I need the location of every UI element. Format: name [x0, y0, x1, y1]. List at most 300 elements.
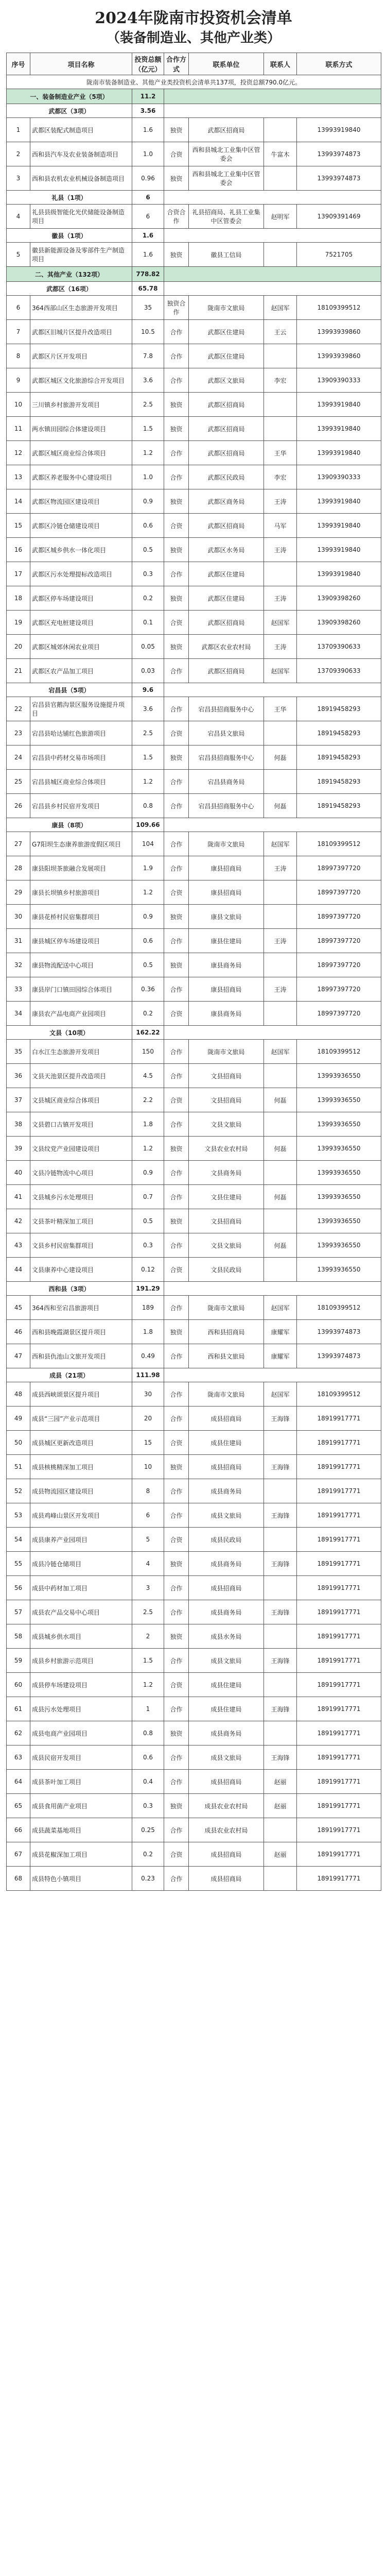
contact-unit: 成县商务局	[189, 1600, 264, 1624]
contact-person: 王华	[264, 697, 297, 721]
investment-table	[6, 53, 381, 1891]
row-index: 29	[7, 880, 30, 905]
contact-phone: 13993919840	[297, 562, 381, 586]
table-row	[7, 1088, 381, 1112]
contact-phone: 13993939860	[297, 344, 381, 368]
contact-phone: 18919917771	[297, 1867, 381, 1891]
contact-unit: 武都区住建局	[189, 320, 264, 344]
contact-phone: 18997397720	[297, 880, 381, 905]
row-index: 32	[7, 953, 30, 977]
contact-person: 李宏	[264, 368, 297, 393]
row-index: 53	[7, 1503, 30, 1528]
contact-phone: 13993939860	[297, 320, 381, 344]
table-row	[7, 1209, 381, 1233]
contact-phone: 18997397720	[297, 953, 381, 977]
row-index: 17	[7, 562, 30, 586]
total-investment: 1.2	[132, 441, 164, 465]
contact-phone: 18919917771	[297, 1745, 381, 1770]
contact-person: 王海锋	[264, 1745, 297, 1770]
total-investment: 2.5	[132, 721, 164, 745]
contact-person: 马军	[264, 514, 297, 538]
project-name: 宕昌县乡村民宿开发项目	[30, 794, 132, 818]
project-name: G7阳坝生态康养旅游度假区项目	[30, 832, 132, 856]
county-amount: 65.78	[132, 282, 164, 296]
row-index: 27	[7, 832, 30, 856]
total-investment: 8	[132, 1479, 164, 1503]
table-row	[7, 745, 381, 770]
header-contact-info: 联系方式	[297, 53, 381, 75]
row-index: 31	[7, 929, 30, 953]
total-investment: 0.5	[132, 538, 164, 562]
total-investment: 0.6	[132, 514, 164, 538]
cooperation-mode: 合资	[164, 721, 189, 745]
county-subtotal-row	[7, 1026, 381, 1040]
county-subtotal-row	[7, 1368, 381, 1382]
total-investment: 0.23	[132, 1867, 164, 1891]
contact-person	[264, 880, 297, 905]
contact-phone: 13993936550	[297, 1161, 381, 1185]
table-row	[7, 794, 381, 818]
contact-unit: 成县招商局	[189, 1576, 264, 1600]
table-row	[7, 296, 381, 320]
contact-phone: 18109399512	[297, 832, 381, 856]
cooperation-mode: 合资	[164, 1431, 189, 1455]
total-investment: 1.2	[132, 880, 164, 905]
table-row	[7, 1576, 381, 1600]
contact-unit: 成县招商局	[189, 1455, 264, 1479]
contact-phone: 13993919840	[297, 538, 381, 562]
contact-unit: 武都区住建局	[189, 344, 264, 368]
contact-unit: 成县商务局	[189, 1552, 264, 1576]
row-index: 20	[7, 635, 30, 659]
table-row	[7, 1867, 381, 1891]
contact-unit: 武都区招商局	[189, 441, 264, 465]
header-index: 序号	[7, 53, 30, 75]
contact-phone: 18919917771	[297, 1721, 381, 1745]
contact-phone: 13993919840	[297, 393, 381, 417]
table-row	[7, 514, 381, 538]
section-amount: 778.82	[132, 267, 164, 282]
total-investment: 5	[132, 1528, 164, 1552]
total-investment: 7.8	[132, 344, 164, 368]
contact-person: 王涛	[264, 489, 297, 514]
contact-person	[264, 166, 297, 191]
contact-unit: 西和县城北工业集中区管委会	[189, 166, 264, 191]
table-row	[7, 1600, 381, 1624]
contact-unit: 成县农业农村局	[189, 1818, 264, 1842]
header-contact-person: 联系人	[264, 53, 297, 75]
contact-unit: 西和县城北工业集中区管委会	[189, 142, 264, 166]
contact-person: 赵国军	[264, 832, 297, 856]
row-index: 24	[7, 745, 30, 770]
project-name: 西和县晚霞湖景区提升项目	[30, 1320, 132, 1344]
project-name: 武都区物流园区建设项目	[30, 489, 132, 514]
cooperation-mode: 合作	[164, 832, 189, 856]
contact-person	[264, 1673, 297, 1697]
row-index: 59	[7, 1649, 30, 1673]
header-total-investment: 投资总额（亿元）	[132, 53, 164, 75]
contact-phone: 13993936550	[297, 1258, 381, 1282]
table-row	[7, 1770, 381, 1794]
contact-unit: 武都区文旅局	[189, 368, 264, 393]
table-row	[7, 1503, 381, 1528]
cooperation-mode: 合作	[164, 465, 189, 489]
county-filler	[164, 104, 381, 118]
contact-unit: 康县住建局	[189, 929, 264, 953]
contact-unit: 武都区招商局	[189, 417, 264, 441]
row-index: 16	[7, 538, 30, 562]
cooperation-mode: 独资	[164, 538, 189, 562]
cooperation-mode: 独资	[164, 1455, 189, 1479]
contact-unit: 康县招商局	[189, 856, 264, 880]
county-subtotal-row	[7, 683, 381, 697]
contact-unit: 成县文旅局	[189, 1649, 264, 1673]
row-index: 11	[7, 417, 30, 441]
table-row	[7, 611, 381, 635]
row-index: 63	[7, 1745, 30, 1770]
project-name: 成县中药材加工项目	[30, 1576, 132, 1600]
contact-unit: 康县招商局	[189, 977, 264, 1002]
project-name: 康县城区停车场建设项目	[30, 929, 132, 953]
cooperation-mode: 合资合作	[164, 205, 189, 229]
project-name: 武都区装配式制造项目	[30, 118, 132, 142]
contact-phone: 18919917771	[297, 1552, 381, 1576]
contact-unit: 武都区招商局	[189, 611, 264, 635]
table-row	[7, 1296, 381, 1320]
section-amount: 11.2	[132, 89, 164, 104]
contact-phone: 18919917771	[297, 1576, 381, 1600]
table-row	[7, 368, 381, 393]
row-index: 55	[7, 1552, 30, 1576]
project-name: 西和县农机农业机械设备制造项目	[30, 166, 132, 191]
cooperation-mode: 合作	[164, 856, 189, 880]
section-label: 一、装备制造业产业（5项）	[7, 89, 132, 104]
county-filler	[164, 818, 381, 832]
contact-unit: 武都区住建局	[189, 562, 264, 586]
cooperation-mode: 合作	[164, 562, 189, 586]
contact-phone: 13993919840	[297, 417, 381, 441]
contact-unit: 宕昌县文旅局	[189, 721, 264, 745]
contact-person	[264, 1624, 297, 1649]
total-investment: 0.49	[132, 1344, 164, 1368]
cooperation-mode: 独资	[164, 1624, 189, 1649]
total-investment: 0.1	[132, 611, 164, 635]
project-name: 康县岸门口镇田园综合体项目	[30, 977, 132, 1002]
contact-person	[264, 721, 297, 745]
contact-unit: 武都区招商局	[189, 514, 264, 538]
contact-unit: 康县招商局	[189, 880, 264, 905]
project-name: 西和县仇池山文旅开发项目	[30, 1344, 132, 1368]
cooperation-mode: 合资	[164, 1528, 189, 1552]
contact-phone: 18919458293	[297, 794, 381, 818]
table-row	[7, 1344, 381, 1368]
section-filler	[164, 267, 381, 282]
contact-person: 王海锋	[264, 1649, 297, 1673]
county-label: 成县（21项）	[7, 1368, 132, 1382]
table-row	[7, 489, 381, 514]
contact-phone: 13993919840	[297, 118, 381, 142]
table-row	[7, 586, 381, 611]
project-name: 成县电商产业园项目	[30, 1721, 132, 1745]
cooperation-mode: 合作	[164, 770, 189, 794]
row-index: 8	[7, 344, 30, 368]
contact-person: 康耀军	[264, 1344, 297, 1368]
contact-phone: 18997397720	[297, 977, 381, 1002]
contact-person: 赵国军	[264, 1040, 297, 1064]
project-name: 礼县县级智能化光伏储能设备制造项目	[30, 205, 132, 229]
table-row	[7, 1624, 381, 1649]
contact-phone: 13993974873	[297, 1344, 381, 1368]
contact-person: 王海锋	[264, 1552, 297, 1576]
contact-person: 李宏	[264, 465, 297, 489]
contact-phone: 18919917771	[297, 1818, 381, 1842]
contact-phone: 13909398260	[297, 586, 381, 611]
contact-unit: 武都区商务局	[189, 489, 264, 514]
row-index: 68	[7, 1867, 30, 1891]
row-index: 57	[7, 1600, 30, 1624]
contact-unit: 成县民政局	[189, 1528, 264, 1552]
contact-phone: 18109399512	[297, 1040, 381, 1064]
table-row	[7, 1112, 381, 1137]
row-index: 2	[7, 142, 30, 166]
county-amount: 9.6	[132, 683, 164, 697]
table-row	[7, 320, 381, 344]
cooperation-mode: 独资	[164, 745, 189, 770]
total-investment: 0.2	[132, 586, 164, 611]
row-index: 28	[7, 856, 30, 880]
cooperation-mode: 合作	[164, 1770, 189, 1794]
table-row	[7, 1137, 381, 1161]
row-index: 18	[7, 586, 30, 611]
project-name: 成县特色小镇项目	[30, 1867, 132, 1891]
contact-person	[264, 770, 297, 794]
cooperation-mode: 独资合作	[164, 296, 189, 320]
total-investment: 1.0	[132, 465, 164, 489]
table-body	[7, 75, 381, 1891]
total-investment: 0.8	[132, 1721, 164, 1745]
project-name: 宕昌县中药材交易市场项目	[30, 745, 132, 770]
county-subtotal-row	[7, 282, 381, 296]
contact-person: 何磊	[264, 1137, 297, 1161]
total-investment: 10	[132, 1455, 164, 1479]
row-index: 21	[7, 659, 30, 683]
county-amount: 3.56	[132, 104, 164, 118]
project-name: 成县核桃精深加工项目	[30, 1455, 132, 1479]
total-investment: 15	[132, 1431, 164, 1455]
contact-person: 王涛	[264, 586, 297, 611]
cooperation-mode: 合作	[164, 929, 189, 953]
table-row	[7, 832, 381, 856]
contact-person	[264, 1002, 297, 1026]
cooperation-mode: 合作	[164, 368, 189, 393]
total-investment: 0.12	[132, 1258, 164, 1282]
county-amount: 6	[132, 191, 164, 205]
header-contact-unit: 联系单位	[189, 53, 264, 75]
contact-person	[264, 393, 297, 417]
table-row	[7, 118, 381, 142]
row-index: 19	[7, 611, 30, 635]
total-investment: 0.25	[132, 1818, 164, 1842]
total-investment: 6	[132, 1503, 164, 1528]
total-investment: 150	[132, 1040, 164, 1064]
row-index: 13	[7, 465, 30, 489]
row-index: 45	[7, 1296, 30, 1320]
cooperation-mode: 合作	[164, 1233, 189, 1258]
cooperation-mode: 独资	[164, 1209, 189, 1233]
county-label: 文县（10项）	[7, 1026, 132, 1040]
cooperation-mode: 合作	[164, 1867, 189, 1891]
contact-phone: 18919917771	[297, 1649, 381, 1673]
section-label: 二、其他产业（132项）	[7, 267, 132, 282]
contact-unit: 武都区农业农村局	[189, 635, 264, 659]
contact-unit: 文县文旅局	[189, 1112, 264, 1137]
table-row	[7, 562, 381, 586]
county-amount: 1.6	[132, 229, 164, 243]
total-investment: 1.0	[132, 142, 164, 166]
row-index: 48	[7, 1382, 30, 1406]
contact-phone: 13993936550	[297, 1064, 381, 1088]
cooperation-mode: 独资	[164, 1794, 189, 1818]
table-row	[7, 1745, 381, 1770]
county-filler	[164, 1368, 381, 1382]
row-index: 26	[7, 794, 30, 818]
cooperation-mode: 独资	[164, 905, 189, 929]
contact-person	[264, 1576, 297, 1600]
contact-unit: 成县住建局	[189, 1431, 264, 1455]
contact-person: 赵国军	[264, 296, 297, 320]
row-index: 52	[7, 1479, 30, 1503]
cooperation-mode: 独资	[164, 118, 189, 142]
contact-person	[264, 1867, 297, 1891]
contact-unit: 康县商务局	[189, 953, 264, 977]
table-row	[7, 393, 381, 417]
contact-person: 赵国军	[264, 1296, 297, 1320]
row-index: 34	[7, 1002, 30, 1026]
project-name: 文县碧口古镇开发项目	[30, 1112, 132, 1137]
table-row	[7, 929, 381, 953]
contact-phone: 18919458293	[297, 745, 381, 770]
table-row	[7, 635, 381, 659]
project-name: 成县西峡颂景区提升项目	[30, 1382, 132, 1406]
table-row	[7, 1818, 381, 1842]
cooperation-mode: 合资	[164, 514, 189, 538]
cooperation-mode: 独资	[164, 243, 189, 267]
contact-person: 王涛	[264, 538, 297, 562]
table-row	[7, 880, 381, 905]
contact-unit: 武都区招商局	[189, 393, 264, 417]
total-investment: 0.3	[132, 1233, 164, 1258]
cooperation-mode: 合资	[164, 142, 189, 166]
row-index: 65	[7, 1794, 30, 1818]
county-amount: 191.29	[132, 1282, 164, 1296]
county-label: 礼县（1项）	[7, 191, 132, 205]
total-investment: 0.3	[132, 1794, 164, 1818]
table-row	[7, 1161, 381, 1185]
cooperation-mode: 合作	[164, 1161, 189, 1185]
total-investment: 3.6	[132, 368, 164, 393]
total-investment: 0.96	[132, 166, 164, 191]
row-index: 38	[7, 1112, 30, 1137]
table-row	[7, 977, 381, 1002]
cooperation-mode: 独资	[164, 586, 189, 611]
project-name: 文县纹党产业园建设项目	[30, 1137, 132, 1161]
project-name: 成县蔬菜基地项目	[30, 1818, 132, 1842]
cooperation-mode: 独资	[164, 953, 189, 977]
contact-person: 王海锋	[264, 1406, 297, 1431]
contact-unit: 成县水务局	[189, 1624, 264, 1649]
contact-phone: 13909390333	[297, 368, 381, 393]
header-project-name: 项目名称	[30, 53, 132, 75]
total-investment: 20	[132, 1406, 164, 1431]
county-subtotal-row	[7, 818, 381, 832]
project-name: 康县花桥村民宿集群项目	[30, 905, 132, 929]
cooperation-mode: 合资	[164, 611, 189, 635]
table-row	[7, 344, 381, 368]
contact-person	[264, 1431, 297, 1455]
project-name: 武都区城区商业综合体项目	[30, 441, 132, 465]
contact-person	[264, 1064, 297, 1088]
contact-person: 赵国军	[264, 659, 297, 683]
total-investment: 0.2	[132, 1842, 164, 1867]
table-row	[7, 1431, 381, 1455]
cooperation-mode: 合作	[164, 1064, 189, 1088]
cooperation-mode: 合作	[164, 1600, 189, 1624]
contact-unit: 陇南市文旅局	[189, 1296, 264, 1320]
cooperation-mode: 合作	[164, 1503, 189, 1528]
table-row	[7, 1185, 381, 1209]
contact-unit: 成县文旅局	[189, 1503, 264, 1528]
contact-unit: 文县住建局	[189, 1185, 264, 1209]
county-label: 武都区（16项）	[7, 282, 132, 296]
row-index: 54	[7, 1528, 30, 1552]
contact-phone: 18919917771	[297, 1528, 381, 1552]
total-investment: 0.5	[132, 1209, 164, 1233]
project-name: 武都区片区开发项目	[30, 344, 132, 368]
contact-person: 何磊	[264, 1185, 297, 1209]
table-row	[7, 1406, 381, 1431]
contact-person: 王云	[264, 320, 297, 344]
project-name: 武都区养老服务中心建设项目	[30, 465, 132, 489]
contact-person: 康耀军	[264, 1320, 297, 1344]
row-index: 7	[7, 320, 30, 344]
contact-phone: 18919917771	[297, 1697, 381, 1721]
contact-unit: 康县文旅局	[189, 905, 264, 929]
cooperation-mode: 合资	[164, 1842, 189, 1867]
contact-person: 王海锋	[264, 1455, 297, 1479]
project-name: 文县乡村民宿集群项目	[30, 1233, 132, 1258]
project-name: 徽县新能源设备及零部件生产制造项目	[30, 243, 132, 267]
contact-unit: 文县文旅局	[189, 1233, 264, 1258]
table-row	[7, 905, 381, 929]
project-name: 成县物流园区建设项目	[30, 1479, 132, 1503]
row-index: 42	[7, 1209, 30, 1233]
county-amount: 162.22	[132, 1026, 164, 1040]
row-index: 67	[7, 1842, 30, 1867]
table-row	[7, 538, 381, 562]
project-name: 武都区停车场建设项目	[30, 586, 132, 611]
contact-phone: 13993936550	[297, 1112, 381, 1137]
contact-unit: 成县住建局	[189, 1697, 264, 1721]
cooperation-mode: 合资	[164, 1002, 189, 1026]
row-index: 35	[7, 1040, 30, 1064]
contact-phone: 18919917771	[297, 1600, 381, 1624]
project-name: 武都区旧城片区提升改造项目	[30, 320, 132, 344]
row-index: 23	[7, 721, 30, 745]
row-index: 64	[7, 1770, 30, 1794]
project-name: 武都区城乡供水一体化项目	[30, 538, 132, 562]
project-name: 康县长坝镇乡村旅游项目	[30, 880, 132, 905]
county-subtotal-row	[7, 1282, 381, 1296]
